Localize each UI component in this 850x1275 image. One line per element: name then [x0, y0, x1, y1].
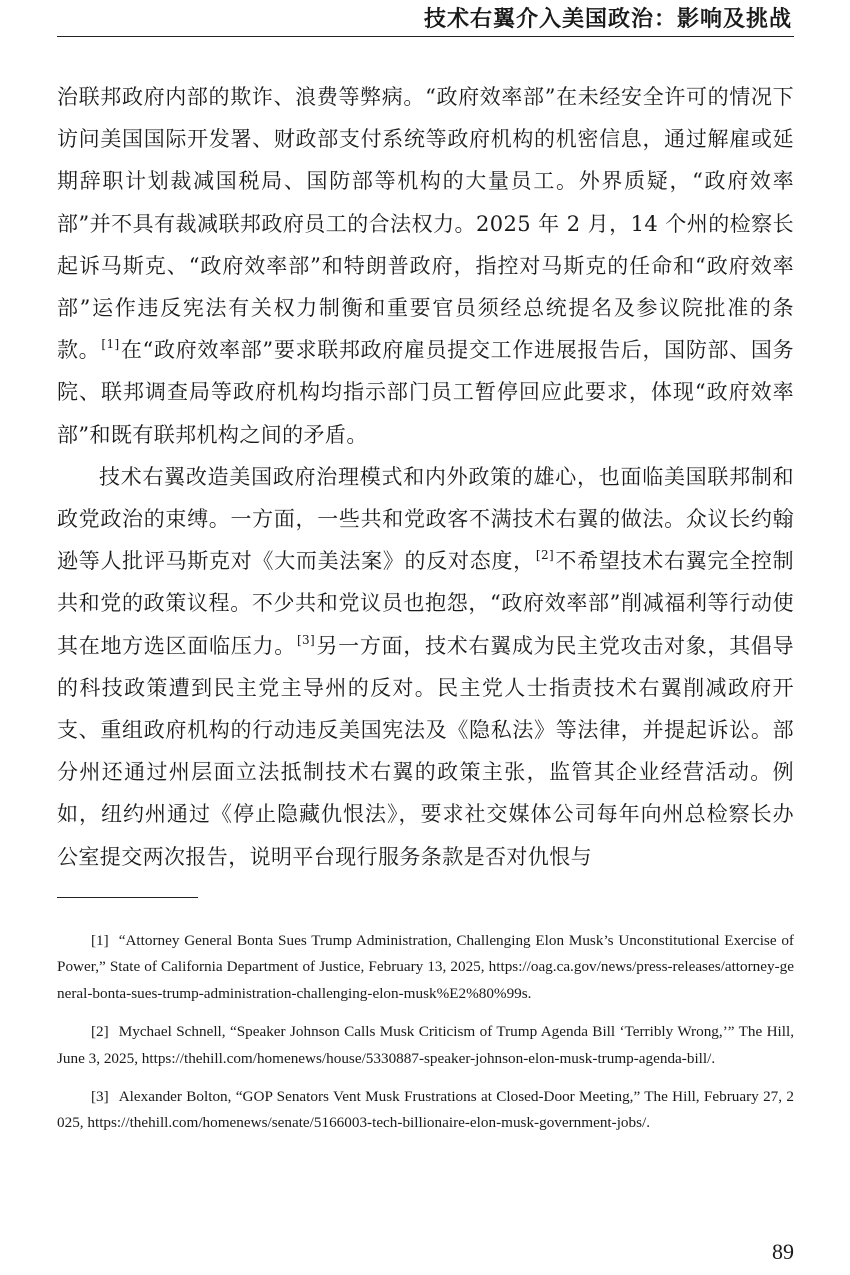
body-paragraph — [57, 76, 794, 456]
footnote-text: “Attorney General Bonta Sues Trump Administration, Challenging Elon Musk’s Unconstitutional Exercise of Power,” State of California Department of Justice, February 13, 2025, https://oag.ca.gov/news/press-releases/attorney-general-bonta-sues-trump-administration-challenging-elon-musk%E2%80%99s. — [57, 932, 794, 1002]
footnote-marker: [3] — [91, 1088, 109, 1106]
page-number: 89 — [772, 1239, 794, 1264]
running-header-title: 技术右翼介入美国政治：影响及挑战 — [423, 6, 792, 32]
footnote-text: Mychael Schnell, “Speaker Johnson Calls Musk Criticism of Trump Agenda Bill ‘Terribly Wrong,’” The Hill, June 3, 2025, https://thehill.com/homenews/house/5330887-speaker-johnson-elon-musk-trump-agenda-bill/. — [57, 1023, 794, 1067]
running-header — [57, 0, 794, 37]
body-paragraph — [57, 456, 794, 878]
footnote-marker: [2] — [91, 1023, 109, 1041]
paragraph-text: 不希望技术右翼完全控制共和党的政策议程。不少共和党议员也抱怨，“政府效率部”削减福利等行动使其在地方选区面临压力。 — [57, 549, 794, 658]
footnote — [57, 1019, 794, 1072]
paragraph-text: 技术右翼改造美国政府治理模式和内外政策的雄心，也面临美国联邦制和政党政治的束缚。一方面，一些共和党政客不满技术右翼的做法。众议长约翰逊等人批评马斯克对《大而美法案》的反对态度， — [57, 464, 794, 574]
footnote-separator — [57, 897, 198, 898]
paragraph-text: 治联邦政府内部的欺诈、浪费等弊病。“政府效率部”在未经安全许可的情况下访问美国国际开发署、财政部支付系统等政府机构的机密信息，通过解雇或延期辞职计划裁减国税局、国防部等机构的大量员工。外界质疑，“政府效率部”并不具有裁减联邦政府员工的合法权力。2025 年 2 月，14 个州的检察长起诉马斯克、“政府效率部”和特朗普政府，指控对马斯克的任命和“政府效率部”运作违反宪法有关权力制衡和重要官员须经总统提名及参议院批准的条款。 — [57, 85, 794, 363]
footnotes — [57, 928, 794, 1149]
footnote — [57, 928, 794, 1007]
paragraph-text: 在“政府效率部”要求联邦政府雇员提交工作进展报告后，国防部、国务院、联邦调查局等政府机构均指示部门员工暂停回应此要求，体现“政府效率部”和既有联邦机构之间的矛盾。 — [57, 338, 794, 447]
footnote — [57, 1084, 794, 1137]
footnote-marker: [1] — [91, 932, 109, 949]
paragraph-text: 另一方面，技术右翼成为民主党攻击对象，其倡导的科技政策遭到民主党主导州的反对。民主党人士指责技术右翼削减政府开支、重组政府机构的行动违反美国宪法及《隐私法》等法律，并提起诉讼。部分州还通过州层面立法抵制技术右翼的政策主张，监管其企业经营活动。例如，纽约州通过《停止隐藏仇恨法》，要求社交媒体公司每年向州总检察长办公室提交两次报告，说明平台现行服务条款是否对仇恨与 — [57, 633, 794, 869]
body-text — [57, 76, 794, 878]
footnote-reference[interactable]: [3] — [296, 632, 316, 647]
footnote-text: Alexander Bolton, “GOP Senators Vent Musk Frustrations at Closed-Door Meeting,” The Hill, February 27, 2025, https://thehill.com/homenews/senate/5166003-tech-billionaire-elon-musk-government-jobs/. — [57, 1088, 794, 1132]
footnote-reference[interactable]: [2] — [535, 548, 555, 563]
footnote-reference[interactable]: [1] — [101, 337, 120, 352]
